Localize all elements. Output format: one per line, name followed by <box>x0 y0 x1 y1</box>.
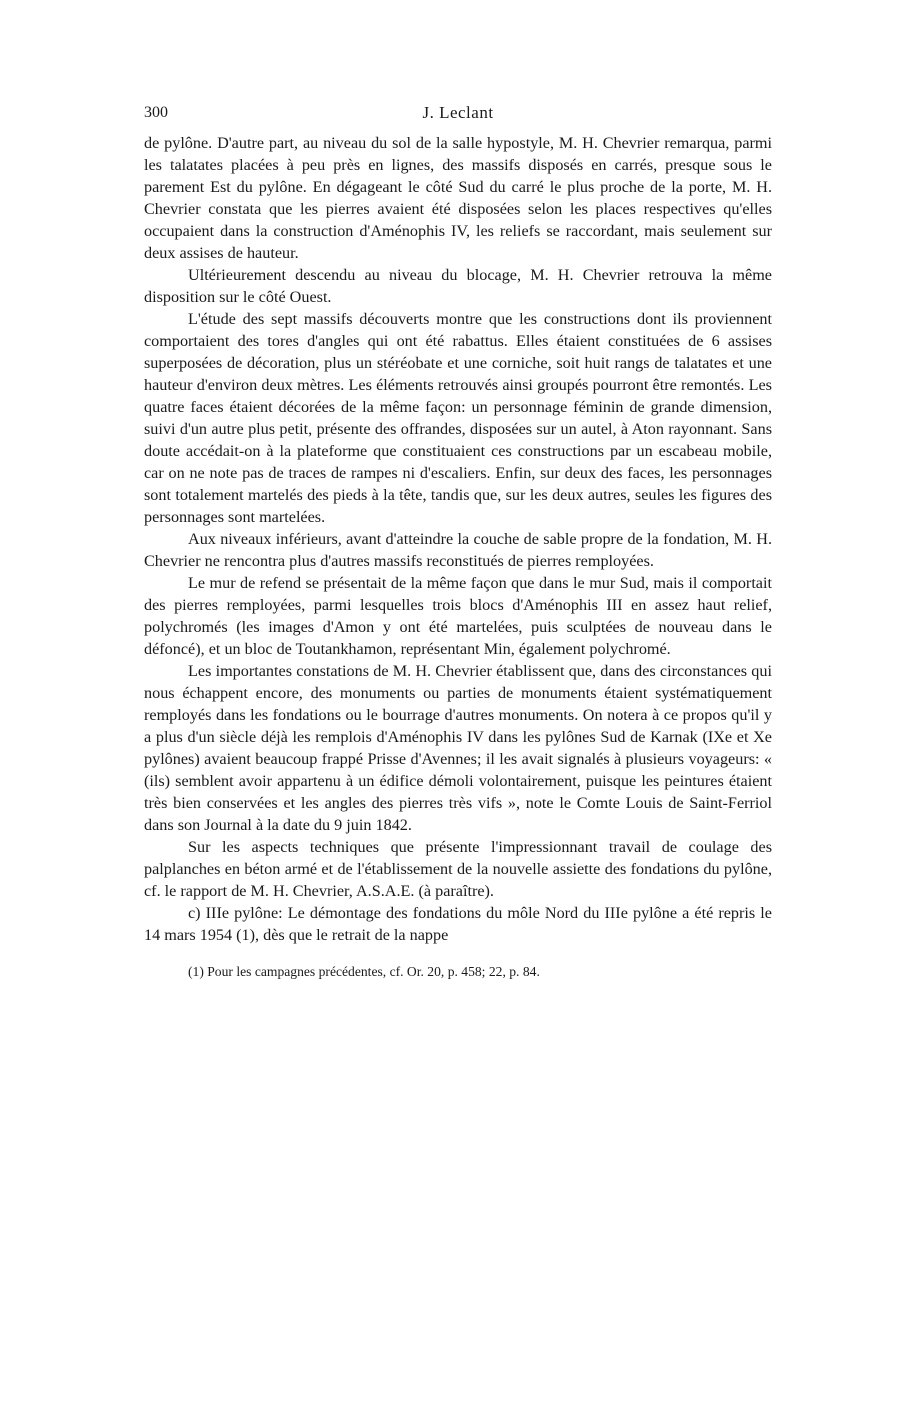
page-number: 300 <box>144 104 168 121</box>
running-head <box>144 98 772 128</box>
footnote: (1) Pour les campagnes précédentes, cf. Or. 20, p. 458; 22, p. 84. <box>188 964 540 979</box>
paragraph: Ultérieurement descendu au niveau du blocage, M. H. Chevrier retrouva la même disposition sur le côté Ouest. <box>144 266 772 306</box>
body-text <box>144 132 772 946</box>
paragraph: Les importantes constations de M. H. Chevrier établissent que, dans des circonstances qui nous échappent encore, des monuments ou parties de monuments étaient systématiquement remployés dans les fondations ou le bourrage d'autres monuments. On notera à ce propos qu'il y a plus d'un siècle déjà les remplois d'Aménophis IV dans les pylônes Sud de Karnak (IXe et Xe pylônes) avaient beaucoup frappé Prisse d'Avennes; il les avait signalés à plusieurs voyageurs: « (ils) semblent avoir appartenu à un édifice démoli volontairement, puisque les peintures étaient très bien conservées et les angles des pierres très vifs », note le Comte Louis de Saint-Ferriol dans son Journal à la date du 9 juin 1842. <box>144 662 772 834</box>
document-page <box>144 98 772 981</box>
paragraph: c) IIIe pylône: Le démontage des fondations du môle Nord du IIIe pylône a été repris le 14 mars 1954 (1), dès que le retrait de la nappe <box>144 904 772 944</box>
paragraph: Le mur de refend se présentait de la même façon que dans le mur Sud, mais il comportait des pierres remployées, parmi lesquelles trois blocs d'Aménophis III en assez haut relief, polychromés (les images d'Amon y ont été martelées, puis sculptées de nouveau dans le défoncé), et un bloc de Toutankhamon, représentant Min, également polychromé. <box>144 574 772 658</box>
paragraph: Aux niveaux inférieurs, avant d'atteindre la couche de sable propre de la fondation, M. H. Chevrier ne rencontra plus d'autres massifs reconstitués de pierres remployées. <box>144 530 772 570</box>
paragraph: L'étude des sept massifs découverts montre que les constructions dont ils proviennent comportaient des tores d'angles qui ont été rabattus. Elles étaient constituées de 6 assises superposées de décoration, plus un stéréobate et une corniche, soit huit rangs de talatates et une hauteur d'environ deux mètres. Les éléments retrouvés ainsi groupés pourront être remontés. Les quatre faces étaient décorées de la même façon: un personnage féminin de grande dimension, suivi d'un autre plus petit, présente des offrandes, disposées sur un autel, à Aton rayonnant. Sans doute accédait-on à la plateforme que constituaient ces constructions par un escabeau mobile, car on ne note pas de traces de rampes ni d'escaliers. Enfin, sur deux des faces, les personnages sont totalement martelés des pieds à la tête, tandis que, sur les deux autres, seules les figures des personnages sont martelées. <box>144 310 772 526</box>
paragraph: de pylône. D'autre part, au niveau du sol de la salle hypostyle, M. H. Chevrier remarqua, parmi les talatates placées à peu près en lignes, des massifs disposés en carrés, presque sous le parement Est du pylône. En dégageant le côté Sud du carré le plus proche de la porte, M. H. Chevrier constata que les pierres avaient été disposées selon les places respectives qu'elles occupaient dans la construction d'Aménophis IV, les reliefs se raccordant, mais seulement sur deux assises de hauteur. <box>144 134 772 262</box>
paragraph: Sur les aspects techniques que présente l'impressionnant travail de coulage des palplanches en béton armé et de l'établissement de la nouvelle assiette des fondations du pylône, cf. le rapport de M. H. Chevrier, A.S.A.E. (à paraître). <box>144 838 772 900</box>
running-title: J. Leclant <box>422 103 494 122</box>
